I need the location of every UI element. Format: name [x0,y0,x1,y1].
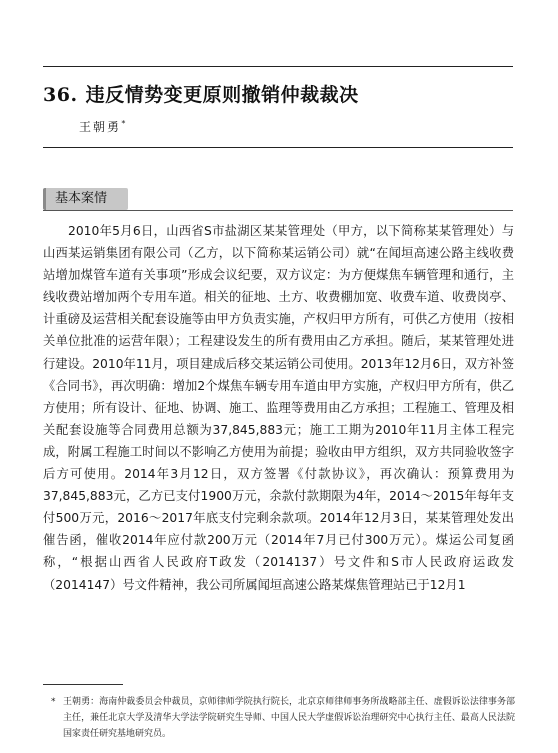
chapter-heading [43,80,513,107]
author-footnote [51,694,515,742]
author-name: 王朝勇 [79,120,122,134]
top-rule [43,66,513,67]
header-rule [43,147,513,148]
section-heading-tab [43,188,128,210]
footnote-text: 王朝勇：海南仲裁委员会仲裁员，京师律师学院执行院长，北京京师律师事务所战略部主任、虚假诉讼法律事务部主任，兼任北京大学及清华大学法学院研究生导师、中国人民大学虚假诉讼治理研究中心执行主任、最高人民法院国家责任研究基地研究员。 [63,697,515,739]
footnote-mark: * [51,697,56,707]
chapter-number: 36. [43,84,78,106]
case-facts-paragraph: 2010年5月6日，山西省S市盐湖区某某管理处（甲方，以下简称某某管理处）与山西某运销集团有限公司（乙方，以下简称某运销公司）就“在闻垣高速公路主线收费站增加煤管车道有关事项”形成会议纪要，双方议定：为方便煤焦车辆管理和通行，主线收费站增加两个专用车道。相关的征地、土方、收费棚加宽、收费车道、收费岗亭、计重磅及运营相关配套设施等由甲方负责实施，产权归甲方所有，可供乙方使用（按相关单位批准的运营年限）；工程建设发生的所有费用由乙方承担。随后，某某管理处进行建设。2010年11月，项目建成后移交某运销公司使用。2013年12月6日，双方补签《合同书》，再次明确：增加2个煤焦车辆专用车道由甲方实施，产权归甲方所有，供乙方使用；所有设计、征地、协调、施工、监理等费用由乙方承担；工程施工、管理及相关配套设施等合同费用总额为37,845,883元；施工工期为2010年11月主体工程完成，附属工程施工时间以不影响乙方使用为前提；验收由甲方组织，双方共同验收签字后方可使用。2014年3月12日，双方签署《付款协议》，再次确认：预算费用为37,845,883元，乙方已支付1900万元，余款付款期限为4年，2014～2015年每年支付500万元，2016～2017年底支付完剩余款项。2014年12月3日，某某管理处发出催告函，催收2014年应付款200万元（2014年7月已付300万元）。煤运公司复函称，“根据山西省人民政府T政发（2014137）号文件和S市人民政府运政发（2014147）号文件精神，我公司所属闻垣高速公路某煤焦管理站已于12月1 [43,224,514,592]
section-underline [43,210,513,211]
section-heading: 基本案情 [55,191,108,206]
chapter-title: 违反情势变更原则撤销仲裁裁决 [85,84,359,106]
footnote-rule [43,684,123,685]
author-line [79,118,128,135]
author-footnote-mark[interactable]: * [121,119,128,128]
